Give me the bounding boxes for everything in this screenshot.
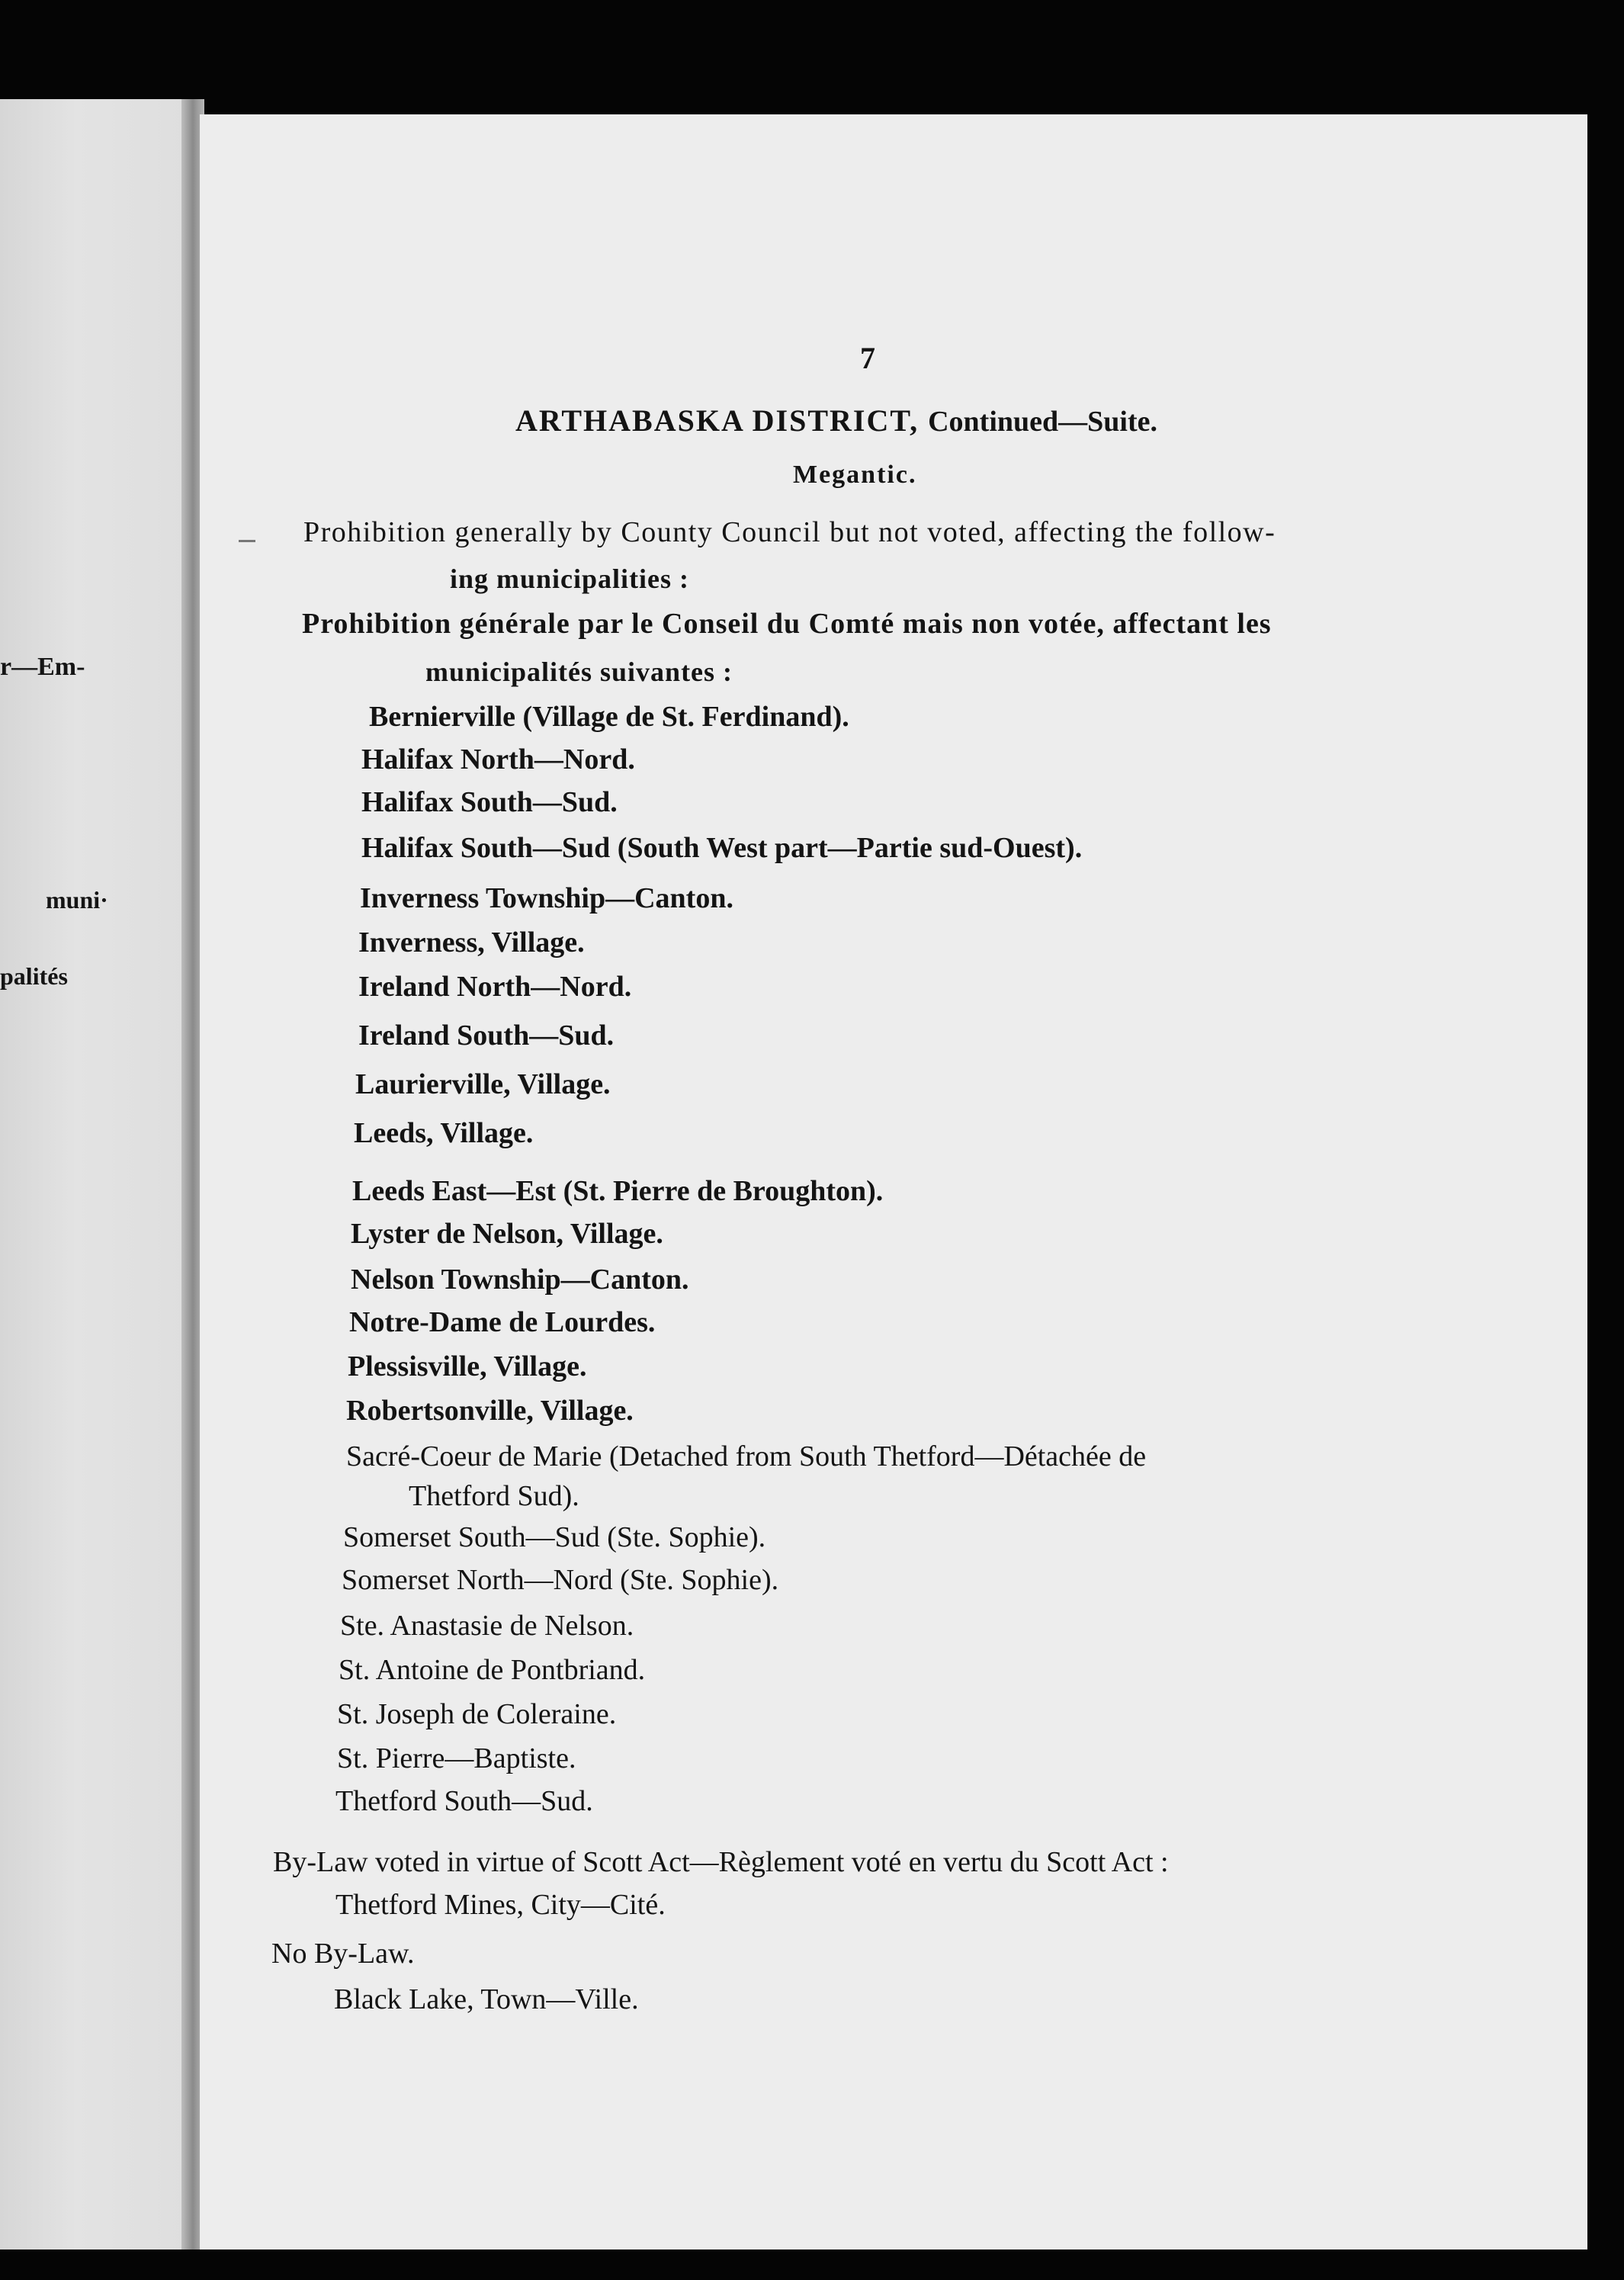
municipality-item: Plessisville, Village. [348, 1350, 587, 1382]
municipality-item: Leeds, Village. [354, 1117, 534, 1149]
municipality-item: Somerset South—Sud (Ste. Sophie). [343, 1521, 766, 1553]
left-fragment-3: palités [0, 962, 68, 990]
municipality-item: Halifax South—Sud (South West part—Partie sud-Ouest). [361, 832, 1083, 864]
municipality-item: Inverness Township—Canton. [360, 882, 733, 914]
county-title: Megantic. [793, 461, 917, 489]
municipality-item: Ste. Anastasie de Nelson. [340, 1610, 634, 1642]
page-heading [515, 403, 1157, 438]
municipality-item-continued: Thetford Sud). [409, 1480, 579, 1512]
prohibition-en-line1: Prohibition generally by County Council but not voted, affecting the follow- [303, 516, 1276, 548]
prohibition-en-line2: ing municipalities : [450, 564, 690, 594]
municipality-item: St. Pierre—Baptiste. [337, 1742, 576, 1774]
prohibition-fr-line2: municipalités suivantes : [425, 657, 733, 687]
municipality-item: Leeds East—Est (St. Pierre de Broughton). [352, 1175, 884, 1207]
municipality-item: Sacré-Coeur de Marie (Detached from South Thetford—Détachée de [346, 1440, 1147, 1472]
municipality-item: Inverness, Village. [358, 926, 585, 959]
bylaw-item: Thetford Mines, City—Cité. [335, 1889, 666, 1921]
no-bylaw-item: Black Lake, Town—Ville. [334, 1983, 639, 2015]
municipality-item: St. Joseph de Coleraine. [337, 1698, 617, 1730]
prohibition-fr-line1: Prohibition générale par le Conseil du Comté mais non votée, affectant les [302, 608, 1272, 640]
municipality-item: Bernierville (Village de St. Ferdinand). [369, 701, 849, 733]
municipality-item: Lyster de Nelson, Village. [351, 1218, 663, 1250]
municipality-item: Somerset North—Nord (Ste. Sophie). [342, 1564, 779, 1596]
municipality-item: Halifax South—Sud. [361, 786, 618, 818]
municipality-item: Nelson Township—Canton. [351, 1264, 689, 1296]
municipality-item: St. Antoine de Pontbriand. [339, 1654, 646, 1686]
margin-dash [239, 540, 255, 542]
page-number: 7 [860, 341, 875, 375]
municipality-item: Ireland North—Nord. [358, 971, 632, 1003]
no-bylaw-heading: No By-Law. [271, 1938, 415, 1970]
municipality-item: Ireland South—Sud. [358, 1020, 615, 1052]
municipality-item: Halifax North—Nord. [361, 743, 635, 776]
municipality-item: Thetford South—Sud. [335, 1785, 593, 1817]
municipality-item: Notre-Dame de Lourdes. [349, 1306, 656, 1338]
left-fragment-2: muni· [46, 886, 108, 914]
heading-continued: Continued—Suite. [928, 406, 1157, 438]
bylaw-heading: By-Law voted in virtue of Scott Act—Règlement voté en vertu du Scott Act : [273, 1846, 1169, 1878]
left-fragment-1: r—Em- [0, 653, 85, 681]
left-page [0, 99, 191, 2249]
municipality-item: Laurierville, Village. [355, 1068, 611, 1100]
heading-district: ARTHABASKA DISTRICT, [515, 403, 920, 438]
municipality-item: Robertsonville, Village. [346, 1395, 634, 1427]
